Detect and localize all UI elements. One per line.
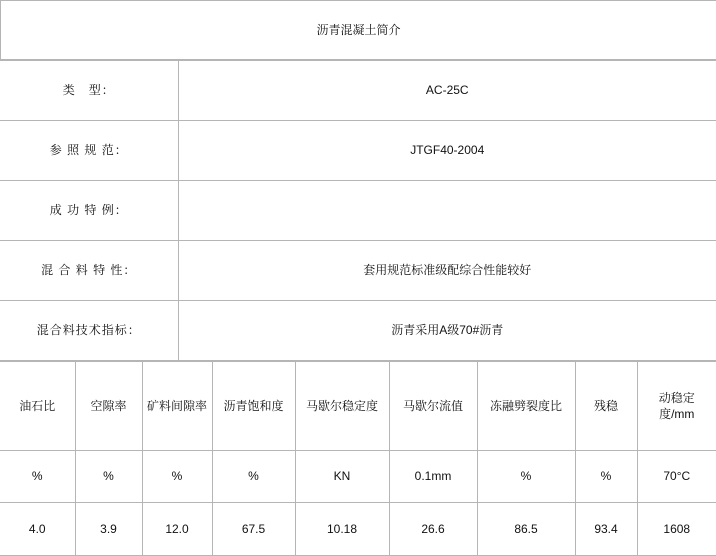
unit-cell: KN bbox=[295, 451, 389, 503]
table-unit-row bbox=[0, 451, 716, 503]
info-table bbox=[0, 60, 716, 361]
unit-cell: % bbox=[75, 451, 142, 503]
info-row bbox=[0, 181, 716, 241]
info-value-tech-index: 沥青采用A级70#沥青 bbox=[178, 301, 716, 361]
unit-cell: 0.1mm bbox=[389, 451, 477, 503]
header-cell: 沥青饱和度 bbox=[212, 362, 295, 451]
value-cell: 3.9 bbox=[75, 503, 142, 556]
unit-cell: 70°C bbox=[637, 451, 716, 503]
header-cell: 马歇尔流值 bbox=[389, 362, 477, 451]
table-value-row bbox=[0, 503, 716, 556]
indicator-table bbox=[0, 361, 716, 556]
header-cell: 残稳 bbox=[575, 362, 637, 451]
value-cell: 12.0 bbox=[142, 503, 212, 556]
header-cell: 油石比 bbox=[0, 362, 75, 451]
title-table bbox=[0, 0, 716, 60]
info-value-standard: JTGF40-2004 bbox=[178, 121, 716, 181]
info-label-case: 成 功 特 例： bbox=[0, 181, 178, 241]
unit-cell: % bbox=[0, 451, 75, 503]
unit-cell: % bbox=[477, 451, 575, 503]
info-row bbox=[0, 121, 716, 181]
unit-cell: % bbox=[212, 451, 295, 503]
value-cell: 4.0 bbox=[0, 503, 75, 556]
info-label-tech-index: 混合料技术指标： bbox=[0, 301, 178, 361]
unit-cell: % bbox=[575, 451, 637, 503]
unit-cell: % bbox=[142, 451, 212, 503]
info-label-standard: 参 照 规 范： bbox=[0, 121, 178, 181]
info-label-type: 类 型： bbox=[0, 61, 178, 121]
header-cell: 动稳定度/mm bbox=[637, 362, 716, 451]
table-header-row bbox=[0, 362, 716, 451]
header-cell: 空隙率 bbox=[75, 362, 142, 451]
info-value-mix-property: 套用规范标准级配综合性能较好 bbox=[178, 241, 716, 301]
value-cell: 26.6 bbox=[389, 503, 477, 556]
info-value-type: AC-25C bbox=[178, 61, 716, 121]
value-cell: 67.5 bbox=[212, 503, 295, 556]
info-row bbox=[0, 61, 716, 121]
value-cell: 1608 bbox=[637, 503, 716, 556]
info-row bbox=[0, 301, 716, 361]
page-title: 沥青混凝土简介 bbox=[1, 1, 716, 60]
info-row bbox=[0, 241, 716, 301]
value-cell: 86.5 bbox=[477, 503, 575, 556]
header-cell: 马歇尔稳定度 bbox=[295, 362, 389, 451]
header-cell: 矿料间隙率 bbox=[142, 362, 212, 451]
header-cell: 冻融劈裂度比 bbox=[477, 362, 575, 451]
value-cell: 93.4 bbox=[575, 503, 637, 556]
value-cell: 10.18 bbox=[295, 503, 389, 556]
title-row bbox=[1, 1, 716, 60]
info-label-mix-property: 混 合 料 特 性： bbox=[0, 241, 178, 301]
info-value-case bbox=[178, 181, 716, 241]
